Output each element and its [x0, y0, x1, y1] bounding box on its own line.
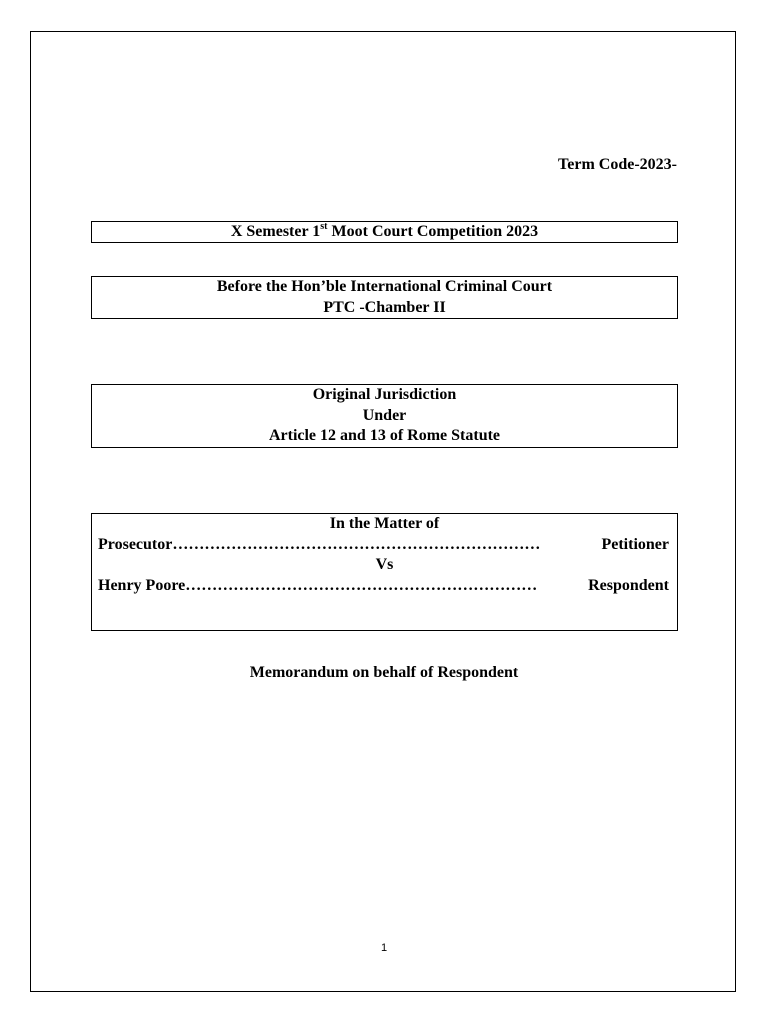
respondent-line	[92, 576, 677, 597]
court-chamber: PTC -Chamber II	[323, 298, 446, 316]
memorandum-title: Memorandum on behalf of Respondent	[249, 664, 519, 681]
respondent-role: Respondent	[588, 576, 669, 594]
court-name: Before the Hon’ble International Criminal Court	[216, 278, 553, 295]
competition-title	[230, 220, 539, 240]
versus-label: Vs	[375, 556, 394, 573]
petitioner-leader-dots: ……………………………………………………………	[172, 535, 541, 553]
jurisdiction-box	[91, 384, 678, 448]
page-number: 1	[380, 942, 388, 954]
competition-title-superscript: st	[320, 220, 328, 232]
respondent-name: Henry Poore	[98, 576, 186, 594]
competition-title-prefix: X Semester 1	[230, 223, 321, 240]
respondent-leader-dots: …………………………………………………………	[185, 576, 538, 594]
petitioner-line	[92, 535, 677, 556]
petitioner-name: Prosecutor	[98, 535, 173, 553]
matter-box	[91, 513, 678, 631]
page-border	[30, 31, 736, 992]
term-code: Term Code-2023-	[558, 156, 677, 173]
jurisdiction-article: Article 12 and 13 of Rome Statute	[268, 427, 501, 444]
competition-title-box	[91, 221, 678, 243]
competition-title-suffix: Moot Court Competition 2023	[327, 223, 539, 240]
matter-heading: In the Matter of	[329, 515, 440, 532]
jurisdiction-type: Original Jurisdiction	[312, 386, 457, 403]
court-box	[91, 276, 678, 319]
jurisdiction-under: Under	[362, 406, 407, 424]
petitioner-role: Petitioner	[601, 535, 669, 553]
